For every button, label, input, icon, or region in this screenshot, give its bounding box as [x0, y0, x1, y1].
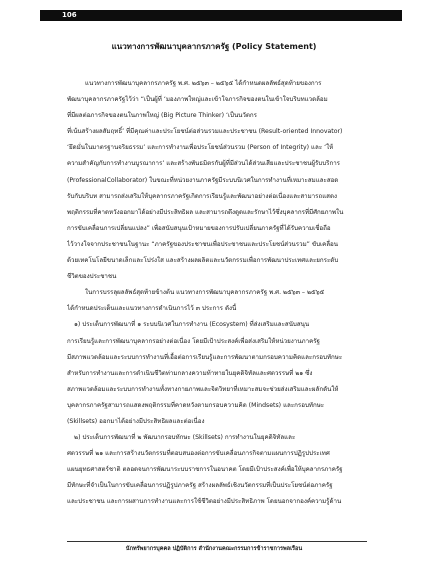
paragraph-line: และประชาชน และการผสานการทำงานและการใช้ชีวิตอย่างมีประสิทธิภาพ โดยนอกจากองค์ความรู้ด้าน [67, 498, 342, 506]
page-number: 106 [62, 11, 77, 19]
paragraph-line: สำหรับการทำงานและการดำเนินชีวิตท่ามกลางความท้าทายในยุคดิจิทัลและศตวรรษที่ ๒๑ ซึ่ง [67, 369, 313, 377]
paragraph-line: ไว้วางใจจากประชาชนในฐานะ “ภาครัฐของประชาชนเพื่อประชาชนและประโยชน์ส่วนรวม” ขับเคลื่อน [67, 240, 338, 248]
paragraph-line: ‘ยึดมั่นในมาตรฐานจริยธรรม’ และการทำงานเพื่อประโยชน์ส่วนรวม (Person of Integrity) และ ‘ให้ [67, 144, 334, 152]
paragraph-line: ในการบรรลุผลลัพธ์สุดท้ายข้างต้น แนวทางการพัฒนาบุคลากรภาครัฐ พ.ศ. ๒๕๖๓ – ๒๕๖๕ [85, 289, 325, 297]
paragraph-line: สภาพแวดล้อมและระบบการทำงานทั้งทางกายภาพและจิตวิทยาที่เหมาะสมจะช่วยส่งเสริมและผลักดันให้ [67, 385, 339, 393]
paragraph-line: รับกับบริบท สามารถส่งเสริมให้บุคลากรภาครัฐเกิดการเรียนรู้และพัฒนาอย่างต่อเนื่องและสามารถแสดง [67, 192, 337, 200]
paragraph-line: ด้วยเทคโนโลยีขนาดเล็กและโปร่งใส และสร้างผลผลิตและนวัตกรรมเพื่อการพัฒนาประเทศและยกระดับ [67, 257, 339, 265]
paragraph-line: แผนยุทธศาสตร์ชาติ ตลอดจนการพัฒนาระบบราชการในอนาคต โดยมีเป้าประสงค์เพื่อให้บุคลากรภาครัฐ [67, 466, 343, 474]
paragraph-3 [67, 317, 367, 430]
paragraph-2 [67, 285, 367, 317]
paragraph-line: มีทักษะที่จำเป็นในการขับเคลื่อนการปฏิรูปภาครัฐ สร้างผลลัพธ์เชิงนวัตกรรมที่เป็นประโยชน์ต่อภาครัฐ [67, 482, 333, 490]
paragraph-line: พัฒนาบุคลากรภาครัฐไว้ว่า “เป็นผู้ที่ ‘มองภาพใหญ่และเข้าใจภารกิจของตนในเข้าใจบริบทแวดล้อม [67, 96, 328, 104]
paragraph-line: (ProfessionalCollaborator) ในขณะที่หน่วยงานภาครัฐมีระบบนิเวศในการทำงานที่เหมาะสมและสอด [67, 176, 339, 184]
paragraph-line: มีสภาพแวดล้อมและระบบการทำงานที่เอื้อต่อการเรียนรู้และการพัฒนาตามกรอบความคิดและกรอบทักษะ [67, 353, 343, 361]
paragraph-1 [67, 76, 367, 285]
page-number-bar [40, 10, 402, 21]
paragraph-line: ชีวิตของประชาชน [67, 273, 117, 281]
paragraph-line: ๒) ประเด็นการพัฒนาที่ ๒ พัฒนากรอบทักษะ (Skillsets) การทำงานในยุคดิจิทัลและ [74, 434, 296, 442]
paragraph-line: ความสำคัญกับการทำงานบูรณาการ’ และสร้างพันธมิตรกับผู้ที่มีส่วนได้ส่วนเสียและประชาชนผู้รับบริการ [67, 160, 340, 168]
paragraph-line: ศตวรรษที่ ๒๑ และการสร้างนวัตกรรมที่ตอบสนองต่อการขับเคลื่อนภารกิจตามแผนการปฏิรูปประเทศ [67, 450, 330, 458]
paragraph-line: บุคลากรภาครัฐสามารถแสดงพฤติกรรมที่คาดหวังตามกรอบความคิด (Mindsets) และกรอบทักษะ [67, 401, 325, 409]
paragraph-line: การเรียนรู้และการพัฒนาบุคลากรอย่างต่อเนื่อง โดยมีเป้าประสงค์เพื่อส่งเสริมให้หน่วยงานภาครัฐ [67, 337, 320, 345]
paragraph-line: ได้กำหนดประเด็นและแนวทางการดำเนินการไว้ ๓ ประการ ดังนี้ [67, 305, 237, 313]
footer-divider [67, 541, 367, 542]
paragraph-line: ที่มีผลต่อภารกิจของตนในภาพใหญ่ (Big Picture Thinker) ‘เป็นนวัตกร [67, 112, 257, 120]
paragraph-line: ๑) ประเด็นการพัฒนาที่ ๑ ระบบนิเวศในการทำงาน (Ecosystem) ที่ส่งเสริมและสนับสนุน [74, 321, 310, 329]
paragraph-line: พฤติกรรมที่คาดหวังออกมาได้อย่างมีประสิทธิผล และสามารถดึงดูดและรักษาไว้ซึ่งบุคลากรที่มีศักยภาพใน [67, 208, 344, 216]
document-body [67, 76, 367, 511]
paragraph-line: (Skillsets) ออกมาได้อย่างมีประสิทธิผลและต่อเนื่อง [67, 417, 205, 425]
paragraph-line: ที่เน้นสร้างผลสัมฤทธิ์’ ที่มีคุณค่าและประโยชน์ต่อส่วนรวมและประชาชน (Result-oriented Innovator) [67, 128, 343, 136]
page-title: แนวทางการพัฒนาบุคลากรภาครัฐ (Policy Statement) [111, 42, 317, 51]
paragraph-line: การขับเคลื่อนการเปลี่ยนแปลง” เพื่อสนับสนุนเป้าหมายของการปรับเปลี่ยนภาครัฐที่ได้รับความเชื่อถือ [67, 224, 331, 232]
paragraph-4 [67, 430, 367, 510]
paragraph-line: แนวทางการพัฒนาบุคลากรภาครัฐ พ.ศ. ๒๕๖๓ – ๒๕๖๕ ได้กำหนดผลลัพธ์สุดท้ายของการ [85, 80, 322, 87]
page-footer: นักทรัพยากรบุคคล ปฏิบัติการ สำนักงานคณะกรรมการข้าราชการพลเรือน [125, 546, 303, 552]
